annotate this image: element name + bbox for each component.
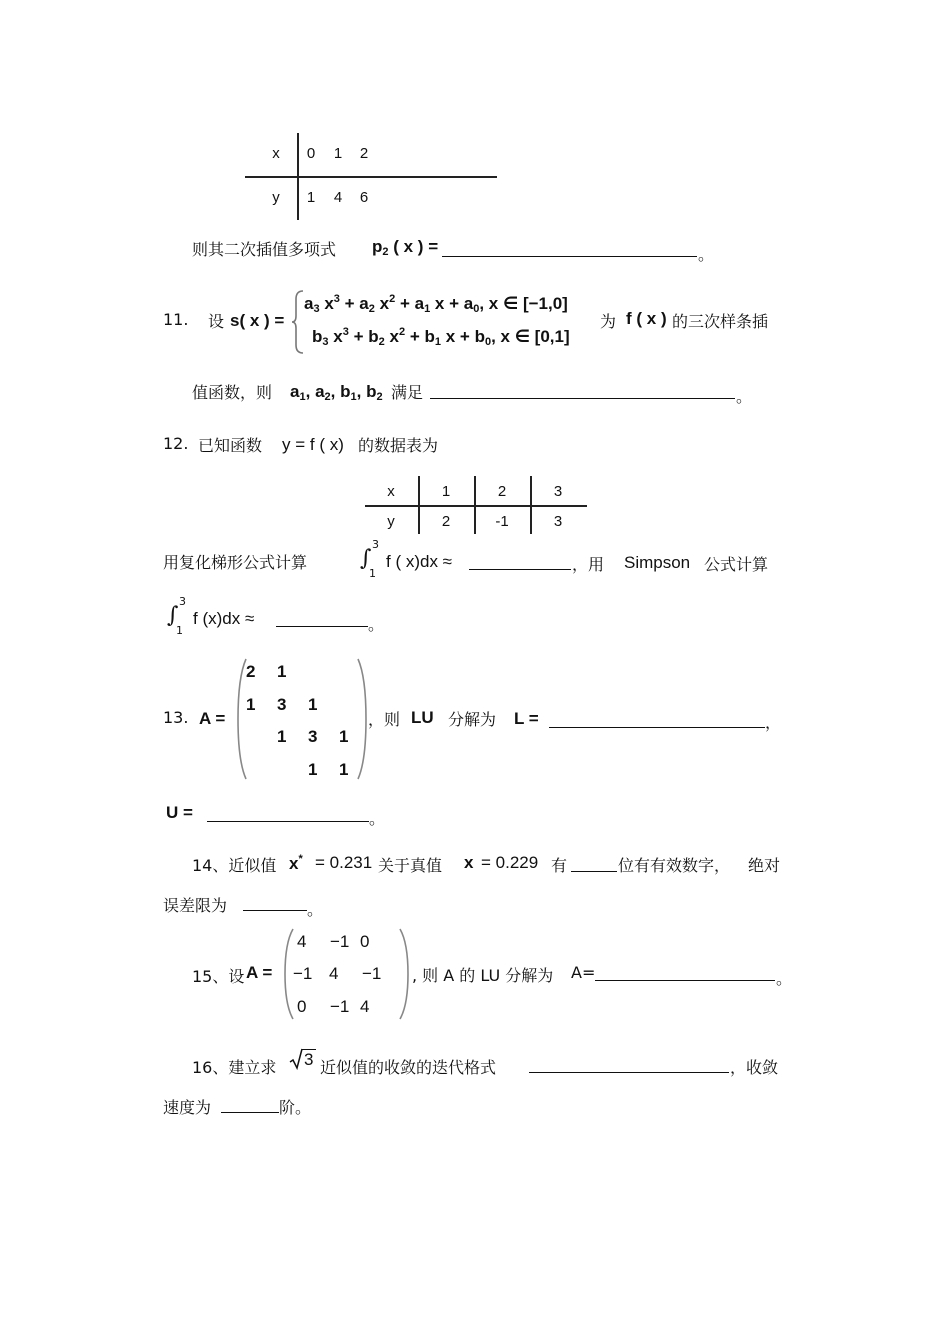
q16-mid: 近似值的收敛的迭代格式: [320, 1058, 497, 1077]
q13-m-3-2: 1: [308, 760, 318, 779]
q11-fx: f ( x ): [626, 309, 667, 328]
q14-number: 14、近似值: [192, 856, 277, 875]
q13-right-paren: [356, 657, 368, 781]
q14-end: 。: [307, 900, 324, 919]
q13-U: U =: [166, 803, 193, 822]
q10-expr: $p_2$ ( x ) =: [372, 237, 439, 258]
q11-vars: $a_1$, $a_2$, $b_1$, $b_2$: [290, 382, 383, 403]
q14-mid: 关于真值: [378, 856, 443, 875]
q13-L: L =: [514, 709, 539, 728]
q11-post-2: 的三次样条插: [672, 312, 769, 331]
table-2-vline-3: [530, 476, 532, 534]
q13-m-0-0: 2: [246, 662, 256, 681]
table-2-vline-2: [474, 476, 476, 534]
q15-m-0-0: 4: [297, 932, 307, 951]
table-2-hline: [365, 505, 587, 507]
q11-end: 。: [736, 387, 753, 406]
q13-number: 13.: [163, 708, 189, 727]
q13-U-blank[interactable]: [207, 821, 369, 822]
q13-m-2-2: 3: [308, 727, 318, 746]
q15-m-0-2: 0: [360, 932, 370, 951]
table-1-y-2: 6: [359, 189, 369, 206]
q11-post-1: 为: [600, 312, 617, 331]
q11-number: 11.: [163, 310, 189, 329]
table-2-x-1: 2: [497, 483, 507, 500]
q11-line2-pre: 值函数，则: [192, 383, 273, 402]
q13-mid: ，则: [368, 710, 401, 729]
q11-row-1: $a_3$ $x^3 + a_2$ $x^2 + a_1$ $x + a_0$, x ∈ [−1,0]: [304, 293, 568, 315]
q14-mid-2: 有: [551, 856, 568, 875]
q14-post: 位有有效数字，: [618, 856, 731, 875]
q12-text-2: 的数据表为: [358, 436, 439, 455]
q12-expr: y = f ( x): [282, 435, 344, 454]
q13-m-0-1: 1: [277, 662, 287, 681]
q13-m-1-2: 1: [308, 695, 318, 714]
q13-L-blank[interactable]: [549, 727, 765, 728]
q12-line2-pre: 用复化梯形公式计算: [163, 553, 308, 572]
q12-trap-blank[interactable]: [469, 569, 571, 570]
q15-m-2-2: 4: [360, 997, 370, 1016]
table-2-y-2: 3: [553, 513, 563, 530]
q15-answer-blank[interactable]: [595, 980, 775, 981]
q13-m-3-3: 1: [339, 760, 349, 779]
table-2-x-0: 1: [441, 483, 451, 500]
table-1-y-0: 1: [306, 189, 316, 206]
q15-m-2-0: 0: [297, 997, 307, 1016]
q13-LU: LU: [411, 708, 434, 727]
q15-right-paren: [398, 927, 410, 1021]
table-2-vline-1: [418, 476, 420, 534]
q13-m-1-1: 3: [277, 695, 287, 714]
table-2-x-2: 3: [553, 483, 563, 500]
q12-simpson-blank[interactable]: [276, 626, 368, 627]
q14-line-2: 误差限为: [163, 896, 228, 915]
q16-number: 16、建立求: [192, 1058, 277, 1077]
q15-m-1-2: −1: [362, 964, 382, 983]
q14-x-star: x*: [289, 853, 303, 873]
q10-text: 则其二次插值多项式: [192, 240, 337, 259]
table-1-x-label: x: [272, 145, 280, 162]
q11-answer-blank[interactable]: [430, 398, 735, 399]
q13-end: 。: [369, 809, 386, 828]
q15-eq: A=: [571, 963, 596, 982]
q12-line2-post: 公式计算: [704, 555, 769, 574]
q13-A: A =: [199, 709, 226, 728]
q12-number: 12.: [163, 434, 189, 453]
q12-line2-mid: ，用: [572, 555, 605, 574]
table-1-x-0: 0: [306, 145, 316, 162]
q15-number: 15、设: [192, 967, 245, 986]
q16-post-2: 阶。: [279, 1098, 312, 1117]
table-1-hline: [245, 176, 497, 178]
q15-A: A =: [246, 963, 273, 982]
integral-upper-2: 3: [179, 595, 186, 608]
q14-val-2: = 0.229: [481, 853, 539, 872]
table-2-y-label: y: [387, 513, 395, 530]
integral-body-2: f (x)dx ≈: [193, 609, 255, 628]
q15-m-2-1: −1: [330, 997, 350, 1016]
q14-post-2: 绝对: [748, 856, 781, 875]
q11-row-2: $b_3$ $x^3 + b_2$ $x^2 + b_1$ $x + b_0$, x ∈ [0,1]: [312, 326, 570, 348]
table-2-y-1: -1: [495, 513, 509, 530]
integral-sign-2: ∫: [167, 603, 179, 628]
q11-line2-post: 满足: [391, 383, 424, 402]
q12-integral-1: [360, 540, 470, 580]
q14-digits-blank[interactable]: [571, 871, 617, 872]
q15-end: 。: [776, 969, 793, 988]
q13-comma: ，: [765, 713, 782, 732]
q15-m-1-0: −1: [293, 964, 313, 983]
table-2-x-label: x: [387, 483, 395, 500]
q12-end: 。: [368, 615, 385, 634]
q13-m-1-0: 1: [246, 695, 256, 714]
q15-mid: , 则 A 的 LU 分解为: [412, 966, 554, 985]
q13-mid-2: 分解为: [448, 710, 497, 729]
table-1-y-label: y: [272, 189, 280, 206]
q12-text: 已知函数: [198, 436, 263, 455]
q12-simpson: Simpson: [624, 553, 691, 572]
q14-error-blank[interactable]: [243, 910, 307, 911]
sqrt-icon: [289, 1048, 303, 1070]
integral-lower-2: 1: [176, 624, 183, 637]
table-1-x-2: 2: [359, 145, 369, 162]
q10-end: 。: [698, 245, 715, 264]
q15-m-0-1: −1: [330, 932, 350, 951]
integral-upper-1: 3: [372, 538, 379, 551]
table-2-y-0: 2: [441, 513, 451, 530]
q10-answer-blank[interactable]: [442, 256, 697, 257]
q15-m-1-1: 4: [329, 964, 339, 983]
q13-m-2-3: 1: [339, 727, 349, 746]
q11-brace: [291, 289, 305, 355]
q16-line-2: 速度为: [163, 1098, 212, 1117]
q14-x: x: [464, 853, 474, 872]
q11-pre: 设: [208, 312, 225, 331]
table-1-x-1: 1: [333, 145, 343, 162]
q11-s: s( x ) =: [230, 311, 285, 330]
q16-order-blank[interactable]: [221, 1112, 279, 1113]
integral-lower-1: 1: [369, 567, 376, 580]
q12-integral-2: [167, 597, 277, 637]
integral-body-1: f ( x)dx ≈: [386, 552, 452, 571]
q16-answer-blank[interactable]: [529, 1072, 729, 1073]
q16-post: ，收敛: [730, 1058, 779, 1077]
integral-sign-1: ∫: [360, 546, 372, 571]
q14-val-1: = 0.231: [315, 853, 373, 872]
q13-m-2-1: 1: [277, 727, 287, 746]
table-1-y-1: 4: [333, 189, 343, 206]
